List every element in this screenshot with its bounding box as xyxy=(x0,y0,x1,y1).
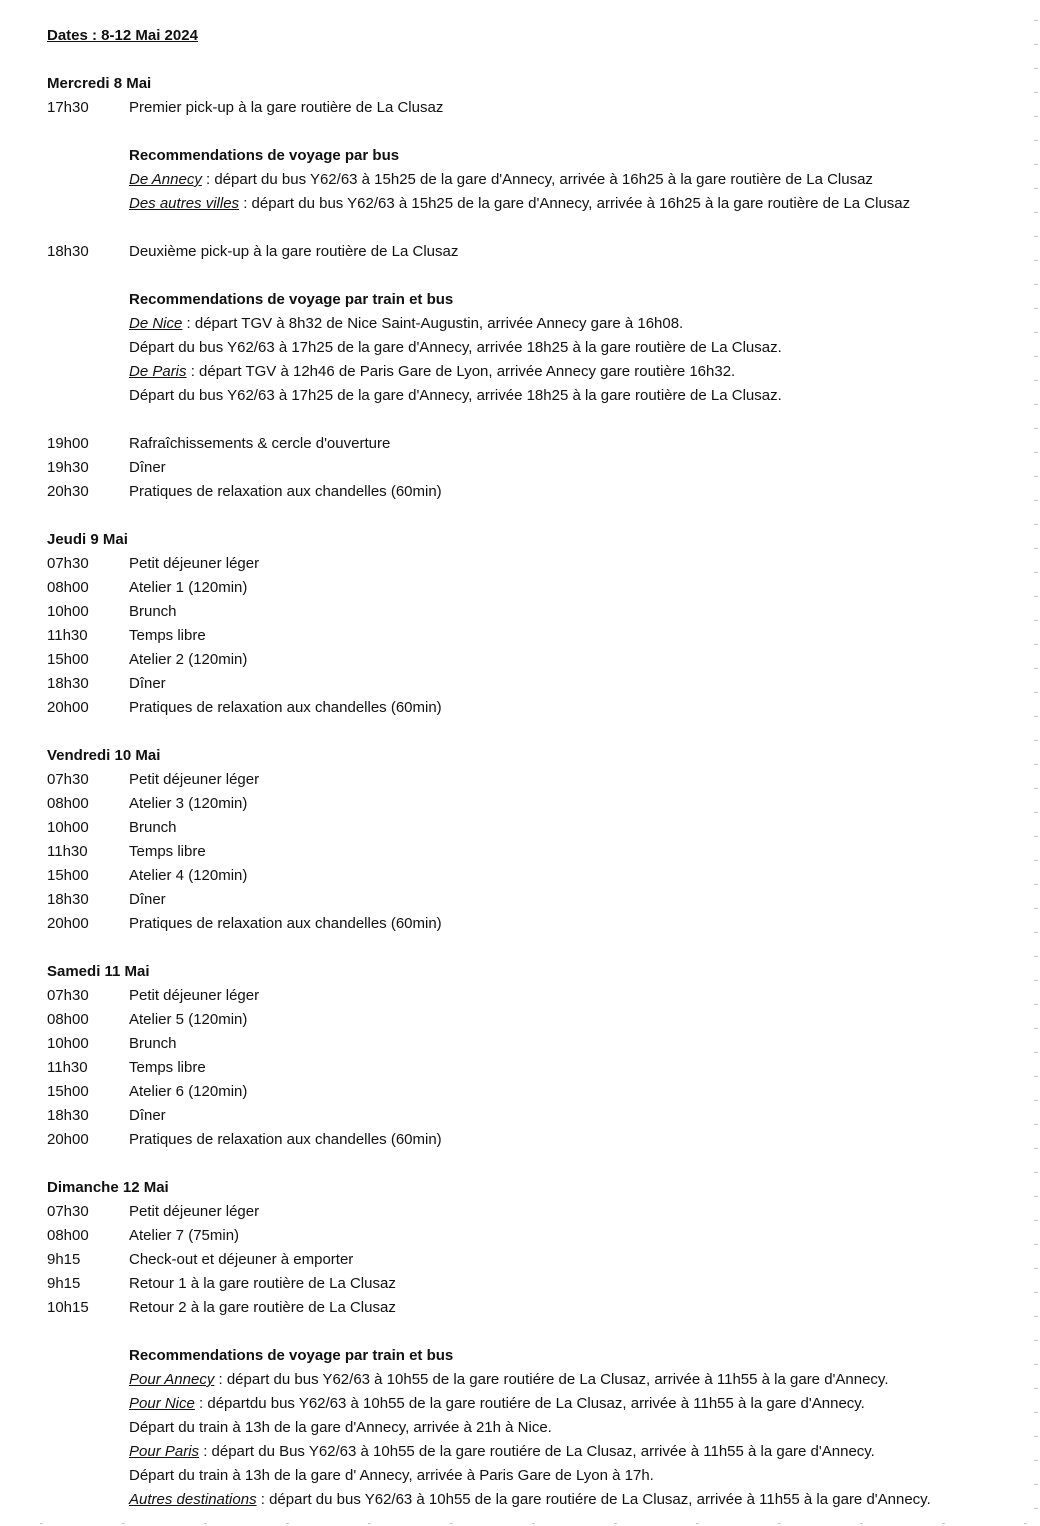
schedule-time: 07h30 xyxy=(47,1203,89,1220)
recommendation-text: : départdu bus Y62/63 à 10h55 de la gare routiére de La Clusaz, arrivée à 11h55 à la gare d'Annecy. xyxy=(194,1395,865,1412)
block-spacer xyxy=(47,408,1007,432)
recommendation-title: Recommendations de voyage par bus xyxy=(129,147,400,164)
edge-tick xyxy=(1034,620,1038,621)
edge-tick xyxy=(1034,1076,1038,1077)
edge-tick xyxy=(286,1523,289,1524)
schedule-activity: Atelier 4 (120min) xyxy=(129,867,248,884)
edge-tick xyxy=(532,1523,535,1524)
schedule-activity: Atelier 2 (120min) xyxy=(129,651,248,668)
block-spacer xyxy=(47,1320,1007,1344)
edge-tick xyxy=(1034,332,1038,333)
day-spacer xyxy=(47,1152,1007,1176)
recommendation-text: : départ TGV à 12h46 de Paris Gare de Lyon, arrivée Annecy gare routière 16h32. xyxy=(186,363,736,380)
edge-tick xyxy=(1034,92,1038,93)
page-edge-marks xyxy=(1032,0,1040,1526)
schedule-row xyxy=(47,456,1007,480)
schedule-time: 20h00 xyxy=(47,1131,89,1148)
schedule xyxy=(47,72,1007,1512)
edge-tick xyxy=(696,1523,699,1524)
edge-tick xyxy=(1034,116,1038,117)
block-spacer xyxy=(47,264,1007,288)
edge-tick xyxy=(1034,44,1038,45)
schedule-row xyxy=(47,1128,1007,1152)
schedule-activity: Atelier 3 (120min) xyxy=(129,795,248,812)
schedule-activity: Pratiques de relaxation aux chandelles (60min) xyxy=(129,483,442,500)
recommendation-line xyxy=(129,1368,1007,1392)
edge-tick xyxy=(1034,260,1038,261)
schedule-time: 19h30 xyxy=(47,459,89,476)
day-title: Vendredi 10 Mai xyxy=(47,747,161,764)
edge-tick xyxy=(1034,1460,1038,1461)
schedule-time: 9h15 xyxy=(47,1275,81,1292)
schedule-row xyxy=(47,648,1007,672)
recommendation-origin: Des autres villes xyxy=(129,195,240,212)
recommendation-origin: De Nice xyxy=(129,315,183,332)
schedule-row xyxy=(47,624,1007,648)
edge-tick xyxy=(1034,212,1038,213)
travel-recommendation xyxy=(129,288,1007,408)
document-page xyxy=(47,24,1007,1512)
edge-tick xyxy=(1034,548,1038,549)
schedule-time: 08h00 xyxy=(47,1227,89,1244)
schedule-time: 15h00 xyxy=(47,1083,89,1100)
schedule-row xyxy=(47,1248,1007,1272)
edge-tick xyxy=(1034,932,1038,933)
schedule-row xyxy=(47,1032,1007,1056)
schedule-time: 19h00 xyxy=(47,435,89,452)
edge-tick xyxy=(1034,1196,1038,1197)
edge-tick xyxy=(368,1523,371,1524)
schedule-row xyxy=(47,1056,1007,1080)
edge-tick xyxy=(1034,1412,1038,1413)
edge-tick xyxy=(204,1523,207,1524)
edge-tick xyxy=(1034,956,1038,957)
schedule-time: 07h30 xyxy=(47,987,89,1004)
recommendation-text: : départ du bus Y62/63 à 15h25 de la gare d'Annecy, arrivée à 16h25 à la gare routière de La Clusaz xyxy=(201,171,873,188)
edge-tick xyxy=(1034,1316,1038,1317)
edge-tick xyxy=(1034,812,1038,813)
schedule-row xyxy=(47,672,1007,696)
recommendation-origin: Pour Paris xyxy=(129,1443,200,1460)
edge-tick xyxy=(1034,1388,1038,1389)
recommendation-origin: De Annecy xyxy=(129,171,202,188)
schedule-activity: Brunch xyxy=(129,603,177,620)
edge-tick xyxy=(1034,20,1038,21)
day-section xyxy=(47,960,1007,1152)
schedule-time: 20h00 xyxy=(47,699,89,716)
edge-tick xyxy=(1034,428,1038,429)
schedule-time: 20h00 xyxy=(47,915,89,932)
schedule-activity: Rafraîchissements & cercle d'ouverture xyxy=(129,435,391,452)
edge-tick xyxy=(1034,1028,1038,1029)
schedule-row xyxy=(47,912,1007,936)
edge-tick xyxy=(1034,284,1038,285)
edge-tick xyxy=(860,1523,863,1524)
recommendation-line xyxy=(129,1488,1007,1512)
schedule-row xyxy=(47,600,1007,624)
schedule-activity: Atelier 5 (120min) xyxy=(129,1011,248,1028)
edge-tick xyxy=(1034,476,1038,477)
schedule-activity: Premier pick-up à la gare routière de La Clusaz xyxy=(129,99,444,116)
edge-tick xyxy=(450,1523,453,1524)
edge-tick xyxy=(1034,1292,1038,1293)
schedule-time: 07h30 xyxy=(47,555,89,572)
edge-tick xyxy=(1034,644,1038,645)
edge-tick xyxy=(1034,596,1038,597)
edge-tick xyxy=(1034,1364,1038,1365)
schedule-time: 18h30 xyxy=(47,675,89,692)
edge-tick xyxy=(1034,860,1038,861)
recommendation-title: Recommendations de voyage par train et bus xyxy=(129,1347,454,1364)
recommendation-line xyxy=(129,360,1007,384)
schedule-activity: Pratiques de relaxation aux chandelles (60min) xyxy=(129,1131,442,1148)
recommendation-origin: Pour Nice xyxy=(129,1395,195,1412)
schedule-time: 18h30 xyxy=(47,243,89,260)
schedule-row xyxy=(47,1224,1007,1248)
edge-tick xyxy=(1034,1100,1038,1101)
edge-tick xyxy=(1034,1172,1038,1173)
recommendation-text: : départ TGV à 8h32 de Nice Saint-Augustin, arrivée Annecy gare à 16h08. xyxy=(182,315,684,332)
edge-tick xyxy=(1034,308,1038,309)
edge-tick xyxy=(122,1523,125,1524)
schedule-activity: Brunch xyxy=(129,819,177,836)
recommendation-origin: Autres destinations xyxy=(129,1491,257,1508)
day-section xyxy=(47,528,1007,720)
edge-tick xyxy=(942,1523,945,1524)
edge-tick xyxy=(778,1523,781,1524)
recommendation-line xyxy=(129,336,1007,360)
edge-tick xyxy=(1034,980,1038,981)
recommendation-origin: Pour Annecy xyxy=(129,1371,215,1388)
schedule-row xyxy=(47,480,1007,504)
schedule-activity: Dîner xyxy=(129,675,166,692)
schedule-activity: Atelier 1 (120min) xyxy=(129,579,248,596)
edge-tick xyxy=(1034,356,1038,357)
edge-tick xyxy=(1034,236,1038,237)
schedule-row xyxy=(47,1200,1007,1224)
schedule-activity: Pratiques de relaxation aux chandelles (60min) xyxy=(129,699,442,716)
schedule-time: 08h00 xyxy=(47,1011,89,1028)
edge-tick xyxy=(1034,500,1038,501)
schedule-time: 08h00 xyxy=(47,795,89,812)
schedule-time: 15h00 xyxy=(47,867,89,884)
edge-tick xyxy=(1034,1220,1038,1221)
schedule-activity: Pratiques de relaxation aux chandelles (60min) xyxy=(129,915,442,932)
edge-tick xyxy=(1034,668,1038,669)
schedule-row xyxy=(47,432,1007,456)
edge-tick xyxy=(1034,1508,1038,1509)
recommendation-line xyxy=(129,1464,1007,1488)
schedule-time: 07h30 xyxy=(47,771,89,788)
schedule-time: 10h00 xyxy=(47,603,89,620)
recommendation-text: Départ du bus Y62/63 à 17h25 de la gare d'Annecy, arrivée 18h25 à la gare routière de La Clusaz. xyxy=(129,339,782,356)
recommendation-text: : départ du bus Y62/63 à 10h55 de la gare routiére de La Clusaz, arrivée à 11h55 à la gare d'Annecy. xyxy=(214,1371,889,1388)
page-bottom-marks xyxy=(0,1520,1040,1526)
schedule-time: 15h00 xyxy=(47,651,89,668)
edge-tick xyxy=(1034,524,1038,525)
schedule-row xyxy=(47,96,1007,120)
recommendation-text: Départ du train à 13h de la gare d' Annecy, arrivée à Paris Gare de Lyon à 17h. xyxy=(129,1467,654,1484)
recommendation-line xyxy=(129,192,1007,216)
schedule-activity: Petit déjeuner léger xyxy=(129,771,260,788)
edge-tick xyxy=(1034,836,1038,837)
document-heading: Dates : 8-12 Mai 2024 xyxy=(47,27,198,44)
travel-recommendation xyxy=(129,144,1007,216)
edge-tick xyxy=(1034,1052,1038,1053)
schedule-row xyxy=(47,864,1007,888)
schedule-activity: Dîner xyxy=(129,1107,166,1124)
schedule-row xyxy=(47,1272,1007,1296)
recommendation-line xyxy=(129,384,1007,408)
recommendation-text: : départ du Bus Y62/63 à 10h55 de la gare routiére de La Clusaz, arrivée à 11h55 à la gare d'Annecy. xyxy=(199,1443,875,1460)
day-spacer xyxy=(47,504,1007,528)
schedule-time: 17h30 xyxy=(47,99,89,116)
day-section xyxy=(47,72,1007,504)
edge-tick xyxy=(1034,692,1038,693)
schedule-activity: Dîner xyxy=(129,459,166,476)
travel-recommendation xyxy=(129,1344,1007,1512)
schedule-row xyxy=(47,792,1007,816)
schedule-time: 10h00 xyxy=(47,819,89,836)
block-spacer xyxy=(47,120,1007,144)
edge-tick xyxy=(1034,1436,1038,1437)
edge-tick xyxy=(1034,188,1038,189)
schedule-activity: Check-out et déjeuner à emporter xyxy=(129,1251,354,1268)
schedule-activity: Atelier 7 (75min) xyxy=(129,1227,240,1244)
day-section xyxy=(47,1176,1007,1512)
schedule-row xyxy=(47,552,1007,576)
schedule-activity: Petit déjeuner léger xyxy=(129,987,260,1004)
recommendation-title: Recommendations de voyage par train et bus xyxy=(129,291,454,308)
schedule-activity: Dîner xyxy=(129,891,166,908)
edge-tick xyxy=(1034,164,1038,165)
recommendation-line xyxy=(129,1440,1007,1464)
schedule-row xyxy=(47,1008,1007,1032)
schedule-activity: Petit déjeuner léger xyxy=(129,555,260,572)
schedule-row xyxy=(47,984,1007,1008)
schedule-time: 9h15 xyxy=(47,1251,81,1268)
schedule-time: 11h30 xyxy=(47,843,88,860)
schedule-row xyxy=(47,768,1007,792)
schedule-activity: Temps libre xyxy=(129,1059,206,1076)
edge-tick xyxy=(614,1523,617,1524)
recommendation-line xyxy=(129,1416,1007,1440)
day-spacer xyxy=(47,936,1007,960)
schedule-time: 10h00 xyxy=(47,1035,89,1052)
schedule-activity: Petit déjeuner léger xyxy=(129,1203,260,1220)
schedule-activity: Retour 1 à la gare routière de La Clusaz xyxy=(129,1275,396,1292)
recommendation-text: Départ du bus Y62/63 à 17h25 de la gare d'Annecy, arrivée 18h25 à la gare routière de La Clusaz. xyxy=(129,387,782,404)
schedule-row xyxy=(47,816,1007,840)
day-title: Dimanche 12 Mai xyxy=(47,1179,169,1196)
edge-tick xyxy=(1034,1148,1038,1149)
edge-tick xyxy=(1034,716,1038,717)
day-title: Samedi 11 Mai xyxy=(47,963,150,980)
schedule-row xyxy=(47,240,1007,264)
recommendation-line xyxy=(129,1392,1007,1416)
edge-tick xyxy=(1034,1124,1038,1125)
recommendation-origin: De Paris xyxy=(129,363,187,380)
recommendation-line xyxy=(129,168,1007,192)
edge-tick xyxy=(1034,764,1038,765)
schedule-time: 08h00 xyxy=(47,579,89,596)
schedule-time: 11h30 xyxy=(47,627,88,644)
recommendation-text: : départ du bus Y62/63 à 15h25 de la gare d'Annecy, arrivée à 16h25 à la gare routière de La Clusaz xyxy=(239,195,911,212)
edge-tick xyxy=(1024,1523,1027,1524)
edge-tick xyxy=(1034,1340,1038,1341)
edge-tick xyxy=(1034,68,1038,69)
schedule-row xyxy=(47,576,1007,600)
schedule-row xyxy=(47,696,1007,720)
schedule-activity: Temps libre xyxy=(129,627,206,644)
edge-tick xyxy=(1034,380,1038,381)
schedule-row xyxy=(47,1104,1007,1128)
schedule-time: 18h30 xyxy=(47,891,89,908)
edge-tick xyxy=(1034,404,1038,405)
edge-tick xyxy=(1034,740,1038,741)
recommendation-line xyxy=(129,312,1007,336)
schedule-time: 20h30 xyxy=(47,483,89,500)
edge-tick xyxy=(1034,1268,1038,1269)
block-spacer xyxy=(47,216,1007,240)
schedule-row xyxy=(47,1296,1007,1320)
edge-tick xyxy=(1034,1244,1038,1245)
recommendation-text: Départ du train à 13h de la gare d'Annecy, arrivée à 21h à Nice. xyxy=(129,1419,552,1436)
edge-tick xyxy=(1034,788,1038,789)
edge-tick xyxy=(40,1523,43,1524)
edge-tick xyxy=(1034,572,1038,573)
edge-tick xyxy=(1034,452,1038,453)
schedule-row xyxy=(47,840,1007,864)
recommendation-text: : départ du bus Y62/63 à 10h55 de la gare routiére de La Clusaz, arrivée à 11h55 à la gare d'Annecy. xyxy=(256,1491,931,1508)
edge-tick xyxy=(1034,1004,1038,1005)
schedule-activity: Temps libre xyxy=(129,843,206,860)
edge-tick xyxy=(1034,140,1038,141)
day-title: Jeudi 9 Mai xyxy=(47,531,128,548)
edge-tick xyxy=(1034,884,1038,885)
schedule-activity: Brunch xyxy=(129,1035,177,1052)
schedule-row xyxy=(47,1080,1007,1104)
schedule-activity: Atelier 6 (120min) xyxy=(129,1083,248,1100)
schedule-time: 10h15 xyxy=(47,1299,89,1316)
schedule-activity: Deuxième pick-up à la gare routière de La Clusaz xyxy=(129,243,459,260)
schedule-row xyxy=(47,888,1007,912)
schedule-time: 18h30 xyxy=(47,1107,89,1124)
edge-tick xyxy=(1034,908,1038,909)
schedule-time: 11h30 xyxy=(47,1059,88,1076)
day-section xyxy=(47,744,1007,936)
day-title: Mercredi 8 Mai xyxy=(47,75,152,92)
schedule-activity: Retour 2 à la gare routière de La Clusaz xyxy=(129,1299,396,1316)
day-spacer xyxy=(47,720,1007,744)
edge-tick xyxy=(1034,1484,1038,1485)
